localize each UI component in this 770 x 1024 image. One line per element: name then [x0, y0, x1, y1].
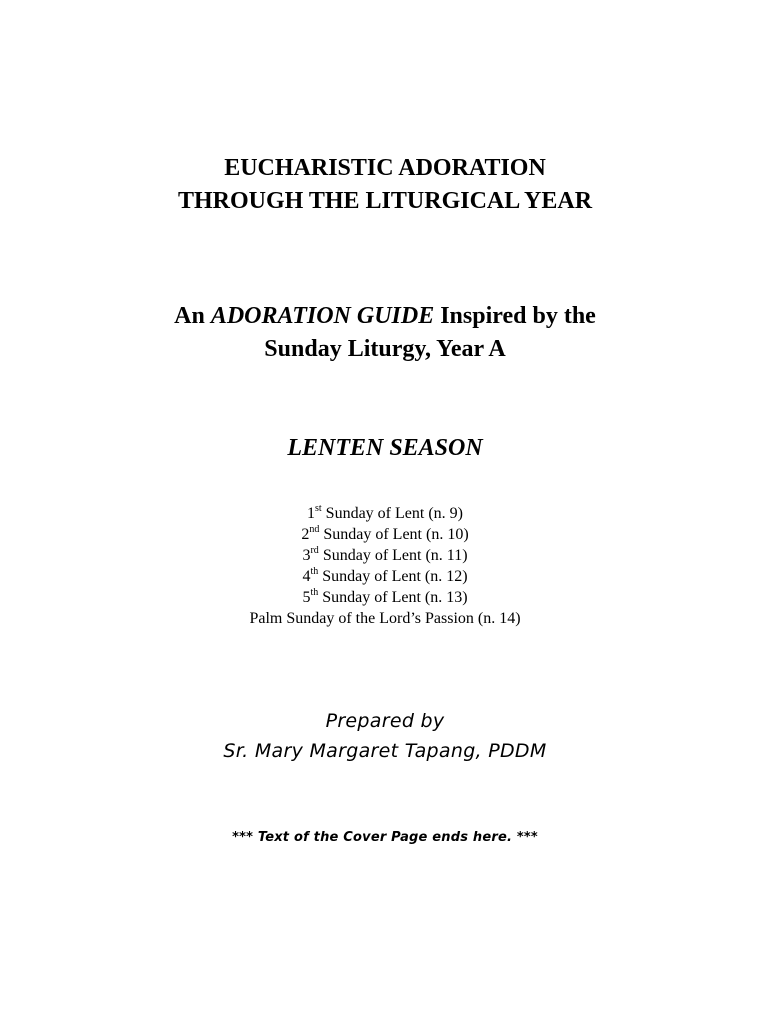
sunday-number: 4 [302, 568, 311, 585]
list-item [0, 524, 770, 545]
sunday-text: Sunday of Lent (n. 11) [318, 547, 468, 564]
subtitle-prefix: An [174, 303, 211, 329]
author-name: Sr. Mary Margaret Tapang, PDDM [223, 740, 547, 762]
document-title [0, 152, 770, 218]
sunday-ordinal-suffix: th [310, 586, 319, 598]
sunday-text: Palm Sunday of the Lord’s Passion (n. 14) [249, 610, 521, 627]
list-item [0, 608, 770, 629]
sunday-text: Sunday of Lent (n. 9) [321, 505, 463, 522]
sunday-number: 2 [301, 526, 310, 543]
subtitle-suffix: Inspired by the [434, 303, 596, 329]
list-item [0, 503, 770, 524]
subtitle-line-2: Sunday Liturgy, Year A [264, 336, 506, 362]
subtitle-line-1 [0, 300, 770, 333]
subtitle-emphasis: ADORATION GUIDE [210, 303, 435, 329]
cover-end-note: *** Text of the Cover Page ends here. *** [232, 830, 538, 845]
title-line-1: EUCHARISTIC ADORATION [224, 155, 546, 181]
document-subtitle [0, 300, 770, 366]
sunday-ordinal-suffix: th [310, 565, 319, 577]
sunday-text: Sunday of Lent (n. 12) [318, 568, 468, 585]
list-item [0, 587, 770, 608]
list-item [0, 545, 770, 566]
prepared-by-label: Prepared by [325, 710, 445, 732]
season-heading: LENTEN SEASON [287, 435, 483, 461]
sunday-list [0, 503, 770, 629]
sunday-text: Sunday of Lent (n. 13) [318, 589, 468, 606]
sunday-ordinal-suffix: rd [310, 544, 319, 556]
prepared-by-block [0, 706, 770, 766]
list-item [0, 566, 770, 587]
sunday-ordinal-suffix: nd [309, 523, 320, 535]
sunday-text: Sunday of Lent (n. 10) [319, 526, 469, 543]
sunday-ordinal-suffix: st [315, 502, 322, 514]
sunday-number: 3 [302, 547, 311, 564]
sunday-number: 5 [302, 589, 311, 606]
sunday-number: 1 [307, 505, 315, 522]
title-line-2: THROUGH THE LITURGICAL YEAR [177, 188, 593, 214]
